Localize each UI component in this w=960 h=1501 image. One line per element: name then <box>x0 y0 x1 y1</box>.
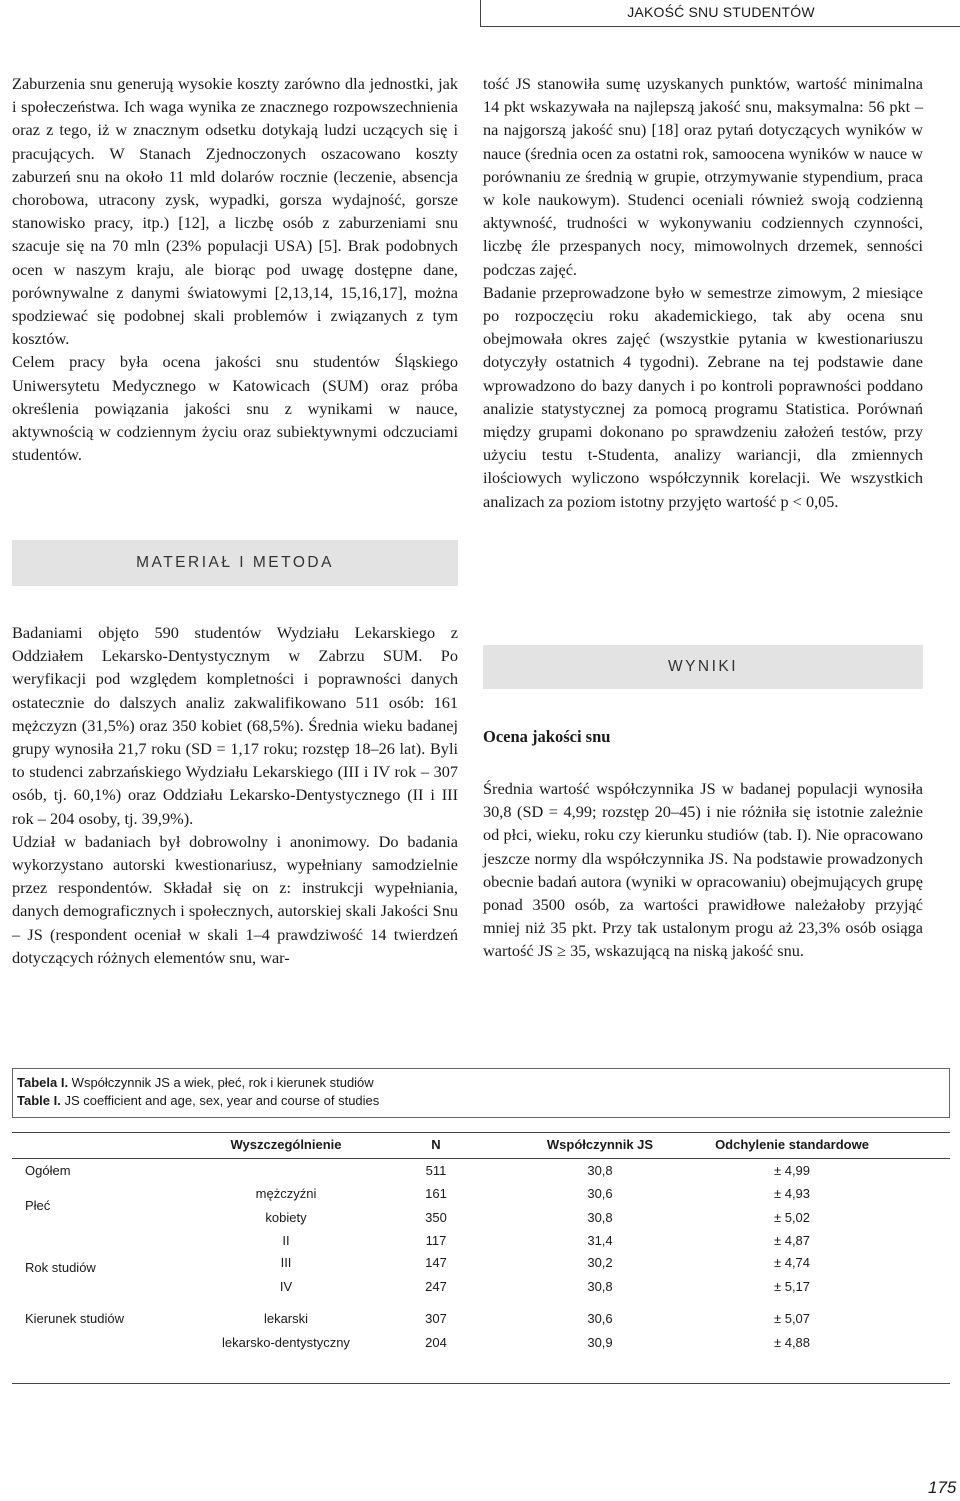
running-head: JAKOŚĆ SNU STUDENTÓW <box>480 0 960 27</box>
cell-sub: III <box>280 1255 292 1270</box>
cell-sd: ± 4,88 <box>773 1335 811 1350</box>
cell-n: 511 <box>425 1163 447 1178</box>
cell-sd: ± 5,17 <box>773 1279 811 1294</box>
results-paragraph: Średnia wartość współczynnika JS w badanej populacji wynosiła 30,8 (SD = 4,99; rozstęp 20–45) i nie różniła się istotnie zależnie od płci, wieku, roku czy kierunku studiów (tab. I). Nie opracowano jeszcze normy dla współczynnika JS. Na podstawie prowadzonych obecnie badań autora (wyniki w opracowaniu) obejmujących grupę ponad 3500 osób, za wartości prawidłowe należałoby przyjąć mniej niż 35 pkt. Przy tak ustalonym progu aż 23,3% osób osiąga wartość JS ≥ 35, wskazującą na niską jakość snu. <box>483 779 923 961</box>
cell-sub: IV <box>279 1279 293 1294</box>
cell-sub: lekarski <box>263 1311 309 1326</box>
caption-en-text: JS coefficient and age, sex, year and course of studies <box>60 1093 380 1108</box>
methods-continued-paragraph: tość JS stanowiła sumę uzyskanych punktów, wartość minimalna 14 pkt wskazywała na najlepszą jakość snu, maksymalna: 56 pkt – na najgorszą jakość snu) [18] oraz pytań dotyczących wyników w nauce (średnia ocen za ostatni rok, samoocena wyników w nauce w porównaniu ze średnią w grupie, otrzymywanie stypendium, praca w kole naukowym). Studenci oceniali również swoją codzienną aktywność, trudności w wykonywaniu codziennych czynności, liczbę źle przespanych nocy, mimowolnych drzemek, senności podczas zajęć. <box>483 74 923 279</box>
cell-n: 247 <box>425 1279 447 1294</box>
cell-sd: ± 5,07 <box>773 1311 811 1326</box>
cell-js: 30,9 <box>587 1335 613 1350</box>
cell-js: 31,4 <box>587 1233 613 1248</box>
procedure-paragraph: Badanie przeprowadzone było w semestrze zimowym, 2 miesiące po rozpoczęciu roku akademickiego, tak aby ocena snu obejmowała okres zajęć (wszystkie pytania w kwestionariuszu dotyczyły ostatnich 4 tygodni). Zebrane na tej podstawie dane wprowadzono do bazy danych i po kontroli poprawności poddano analizie statystycznej za pomocą programu Statistica. Porównań między grupami dokonano po sprawdzeniu założeń testów, przy użyciu testu t-Studenta, analizy wariancji, dla zmiennych ilościowych wyliczono współczynnik korelacji. We wszystkich analizach za poziom istotny przyjęto wartość p < 0,05. <box>483 282 923 511</box>
cell-n: 147 <box>425 1255 447 1270</box>
intro-paragraph: Zaburzenia snu generują wysokie koszty zarówno dla jednostki, jak i społeczeństwa. Ich waga wynika ze znacznego rozpowszechnienia oraz z tego, iż w znacznym odsetku dotykają ludzi uczących się i pracujących. W Stanach Zjednoczonych oszacowano koszty zaburzeń snu na około 11 mld dolarów rocznie (leczenie, absencja chorobowa, utracony zysk, wypadki, gorsza wydajność, gorsze stanowisko pracy, itp.) [12], a liczbę osób z zaburzeniami snu szacuje się na 70 mln (23% populacji USA) [5]. Brak podobnych ocen w naszym kraju, ale biorąc pod uwagę dostępne dane, porównywalne z danymi światowymi [2,13,14, 15,16,17], można spodziewać się podobnej skali problemów i związanych z tym kosztów. <box>12 74 458 349</box>
methods-column <box>12 621 458 969</box>
caption-pl-text: Współczynnik JS a wiek, płeć, rok i kierunek studiów <box>68 1075 374 1090</box>
cell-js: 30,6 <box>587 1311 613 1326</box>
cell-sub: mężczyźni <box>255 1186 317 1201</box>
caption-pl-label: Tabela I. <box>17 1075 69 1090</box>
cell-sd: ± 5,02 <box>773 1210 811 1225</box>
table-body <box>12 1159 950 1383</box>
cell-sd: ± 4,93 <box>773 1186 811 1201</box>
header-js: Współczynnik JS <box>546 1137 654 1152</box>
aim-paragraph: Celem pracy była ocena jakości snu studentów Śląskiego Uniwersytetu Medycznego w Katowicach (SUM) oraz próba określenia powiązania jakości snu z wynikami w nauce, aktywnością w codziennym życiu oraz subiektywnymi odczuciami studentów. <box>12 352 458 465</box>
methods-paragraph: Badaniami objęto 590 studentów Wydziału Lekarskiego z Oddziałem Lekarsko-Dentystycznym w Zabrzu SUM. Po weryfikacji pod względem kompletności i poprawności danych ostatecznie do dalszych analiz zakwalifikowano 511 osób: 161 mężczyzn (31,5%) oraz 350 kobiet (68,5%). Średnia wieku badanej grupy wynosiła 21,7 roku (SD = 1,17 roku; rozstęp 18–26 lat). Byli to studenci zabrzańskiego Wydziału Lekarskiego (III i IV rok – 307 osób, tj. 60,1%) oraz Oddziału Lekarsko-Dentystycznego (II i III rok – 204 osoby, tj. 39,9%). <box>12 623 458 828</box>
results-column <box>483 777 923 963</box>
caption-pl <box>17 1074 949 1092</box>
group-label: Ogółem <box>25 1163 71 1178</box>
right-column <box>483 72 923 513</box>
cell-sub: kobiety <box>265 1210 307 1225</box>
intro-column <box>12 72 458 466</box>
cell-js: 30,8 <box>587 1279 613 1294</box>
header-sd: Odchylenie standardowe <box>715 1137 869 1152</box>
cell-js: 30,6 <box>587 1186 613 1201</box>
results-table <box>12 1132 950 1384</box>
cell-sub: II <box>282 1233 290 1248</box>
cell-n: 307 <box>425 1311 447 1326</box>
cell-n: 161 <box>425 1186 447 1201</box>
results-subheading: Ocena jakości snu <box>483 727 611 746</box>
cell-n: 204 <box>425 1335 447 1350</box>
cell-n: 350 <box>425 1210 447 1225</box>
cell-sd: ± 4,74 <box>773 1255 811 1270</box>
table-header-row <box>12 1133 950 1159</box>
methods-paragraph: Udział w badaniach był dobrowolny i anonimowy. Do badania wykorzystano autorski kwestionariusz, wypełniany samodzielnie przez respondentów. Składał się on z: instrukcji wypełniania, danych demograficznych i społecznych, autorskiej skali Jakości Snu – JS (respondent oceniał w skali 1–4 prawdziwość 14 twierdzeń dotyczących różnych elementów snu, war- <box>12 831 458 967</box>
cell-js: 30,2 <box>587 1255 613 1270</box>
cell-js: 30,8 <box>587 1163 613 1178</box>
group-label: Kierunek studiów <box>25 1311 124 1326</box>
methods-heading: MATERIAŁ I METODA <box>12 540 458 586</box>
header-specification: Wyszczególnienie <box>230 1137 342 1152</box>
group-label: Rok studiów <box>25 1260 96 1275</box>
cell-sd: ± 4,87 <box>773 1233 811 1248</box>
results-heading: WYNIKI <box>483 645 923 689</box>
cell-sub: lekarsko-dentystyczny <box>222 1335 350 1350</box>
page-number: 175 <box>928 1478 957 1497</box>
cell-js: 30,8 <box>587 1210 613 1225</box>
caption-en <box>17 1092 949 1110</box>
caption-en-label: Table I. <box>17 1093 61 1108</box>
cell-n: 117 <box>425 1233 447 1248</box>
cell-sd: ± 4,99 <box>773 1163 811 1178</box>
table-caption <box>12 1068 950 1118</box>
group-label: Płeć <box>25 1198 51 1213</box>
header-n: N <box>431 1137 441 1152</box>
